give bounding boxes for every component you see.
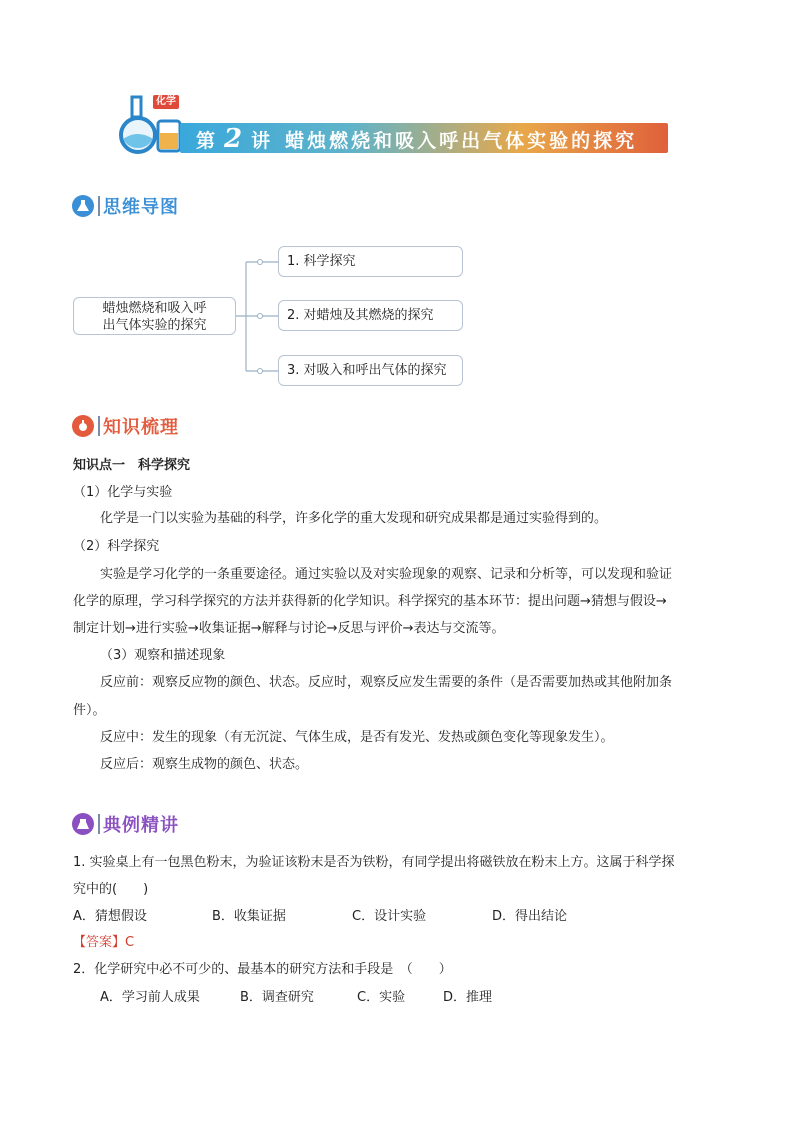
knowledge-flask-icon <box>72 415 94 437</box>
section-heading-knowledge <box>72 413 179 439</box>
option: C．实验 <box>357 990 406 1005</box>
chemistry-tag: 化学 <box>153 95 179 109</box>
section-title: 思维导图 <box>103 197 179 218</box>
section-heading-mindmap <box>72 193 179 219</box>
subheading: （1）化学与实验 <box>73 485 173 500</box>
question-1: 1. 实验桌上有一包黑色粉末，为验证该粉末是否为铁粉，有同学提出将磁铁放在粉末上方。这属于科学探 <box>73 855 675 870</box>
root-line: 蜡烛燃烧和吸入呼 <box>102 301 207 316</box>
option: D．推理 <box>443 990 493 1005</box>
mindmap-root <box>73 297 236 335</box>
paragraph: 化学是一门以实验为基础的科学，许多化学的重大发现和研究成果都是通过实验得到的。 <box>100 511 608 526</box>
option: C．设计实验 <box>352 909 427 924</box>
paragraph: 反应中：发生的现象（有无沉淀、气体生成，是否有发光、发热或颜色变化等现象发生）。 <box>100 730 614 745</box>
answer-label: 【答案】 <box>73 935 126 950</box>
knowledge-point-title: 知识点一 科学探究 <box>73 458 191 473</box>
paragraph: 制定计划→进行实验→收集证据→解释与讨论→反思与评价→表达与交流等。 <box>73 621 505 636</box>
section-title: 典例精讲 <box>103 815 179 836</box>
paragraph: 实验是学习化学的一条重要途径。通过实验以及对实验现象的观察、记录和分析等，可以发现和验证 <box>100 567 673 582</box>
option: B．收集证据 <box>212 909 286 924</box>
section-title: 知识梳理 <box>103 417 179 438</box>
mindmap-node: 2. 对蜡烛及其燃烧的探究 <box>278 300 463 331</box>
paragraph: 件）。 <box>73 703 106 718</box>
title-suffix: 讲 <box>251 130 274 152</box>
question-1-cont: 究中的( ) <box>73 882 149 897</box>
root-line: 出气体实验的探究 <box>102 318 207 333</box>
lesson-title <box>196 124 637 154</box>
option: A．学习前人成果 <box>100 990 200 1005</box>
lesson-banner <box>118 93 670 163</box>
heading-divider <box>98 814 100 834</box>
answer <box>73 933 134 953</box>
mindmap-node: 1. 科学探究 <box>278 246 463 277</box>
option: B．调查研究 <box>240 990 314 1005</box>
section-heading-examples <box>72 811 179 837</box>
mindmap-node: 3. 对吸入和呼出气体的探究 <box>278 355 463 386</box>
subheading: （2）科学探究 <box>73 539 160 554</box>
subheading: （3）观察和描述现象 <box>100 648 226 663</box>
heading-divider <box>98 196 100 216</box>
lesson-number: 2 <box>224 124 246 154</box>
title-prefix: 第 <box>196 130 219 152</box>
option: D．得出结论 <box>492 909 568 924</box>
answer-value: C <box>125 935 135 950</box>
paragraph: 反应后：观察生成物的颜色、状态。 <box>100 757 309 772</box>
examples-flask-icon <box>72 813 94 835</box>
question-2: 2．化学研究中必不可少的、最基本的研究方法和手段是 （ ） <box>73 962 452 977</box>
option: A．猜想假设 <box>73 909 147 924</box>
mindmap-flask-icon <box>72 195 94 217</box>
heading-divider <box>98 416 100 436</box>
paragraph: 化学的原理，学习科学探究的方法并获得新的化学知识。科学探究的基本环节：提出问题→猜想与假设→ <box>73 594 667 609</box>
title-text: 蜡烛燃烧和吸入呼出气体实验的探究 <box>285 130 638 152</box>
paragraph: 反应前：观察反应物的颜色、状态。反应时，观察反应发生需要的条件（是否需要加热或其他附加条 <box>100 675 673 690</box>
